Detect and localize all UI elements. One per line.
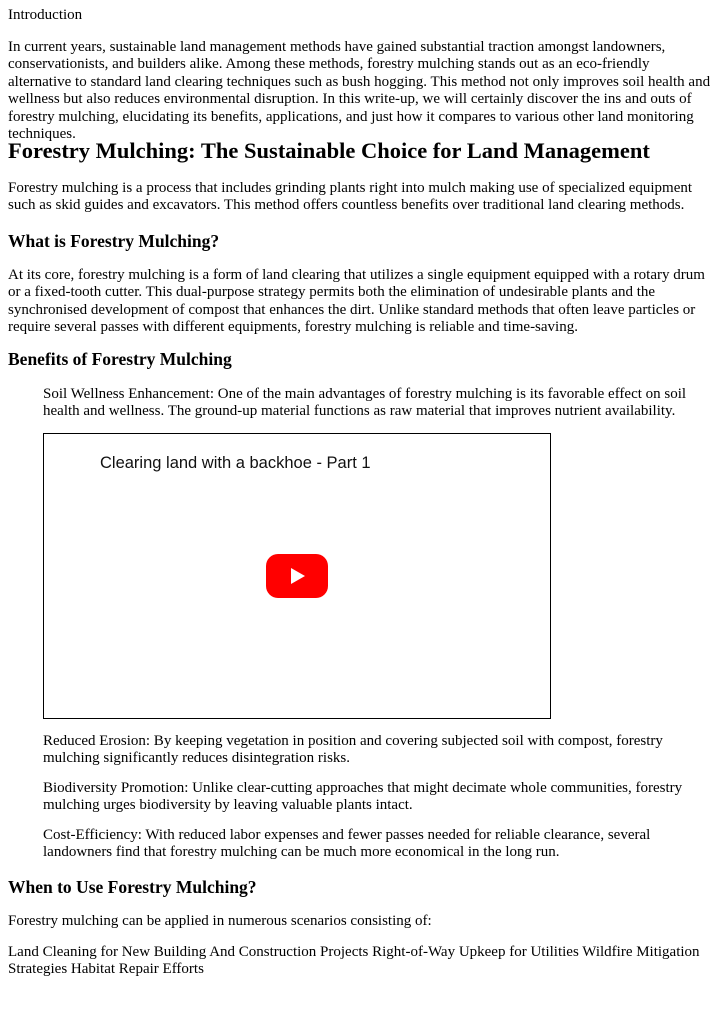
benefit-erosion: Reduced Erosion: By keeping vegetation in position and covering subjected soil with compost, forestry mulching significantly reduces disintegration risks. (43, 733, 663, 767)
intro-label: Introduction (8, 7, 83, 23)
video-title[interactable]: Clearing land with a backhoe - Part 1 (100, 454, 371, 472)
when-list: Land Cleaning for New Building And Construction Projects Right-of-Way Upkeep for Utilities Wildfire Mitigation Strategies Habitat Repair Efforts (8, 944, 700, 978)
benefit-soil: Soil Wellness Enhancement: One of the main advantages of forestry mulching is its favorable effect on soil health and wellness. The ground-up material functions as raw material that improves nutrient availability. (43, 386, 687, 420)
play-icon[interactable] (266, 554, 328, 598)
when-heading: When to Use Forestry Mulching? (8, 877, 257, 897)
benefit-biodiversity: Biodiversity Promotion: Unlike clear-cutting approaches that might decimate whole communities, forestry mulching urges biodiversity by leaving valuable plants intact. (43, 780, 683, 814)
page-title: Forestry Mulching: The Sustainable Choice for Land Management (8, 138, 650, 163)
when-paragraph: Forestry mulching can be applied in numerous scenarios consisting of: (8, 913, 432, 929)
what-paragraph: At its core, forestry mulching is a form of land clearing that utilizes a single equipment equipped with a rotary drum or a fixed-tooth cutter. This dual-purpose strategy permits both the elimination of undesirable plants and the synchronised development of compost that enhances the dirt. Unlike standard methods that often leave particles or require several passes with different equipments, forestry mulching is reliable and time-saving. (8, 267, 705, 336)
video-embed[interactable] (43, 433, 551, 719)
intro-paragraph: In current years, sustainable land management methods have gained substantial traction amongst landowners, conservationists, and builders alike. Among these methods, forestry mulching stands out as an eco-friendly alternative to standard land clearing techniques such as bush hogging. This method not only improves soil health and wellness but also reduces environmental disruption. In this write-up, we will certainly discover the ins and outs of forestry mulching, elucidating its benefits, applications, and just how it compares to various other land monitoring techniques. (8, 39, 711, 143)
main-paragraph: Forestry mulching is a process that includes grinding plants right into mulch making use of specialized equipment such as skid guides and excavators. This method offers countless benefits over traditional land clearing methods. (8, 180, 693, 214)
benefits-heading: Benefits of Forestry Mulching (8, 349, 232, 369)
play-triangle-icon (291, 568, 305, 584)
what-heading: What is Forestry Mulching? (8, 231, 220, 251)
benefit-cost: Cost-Efficiency: With reduced labor expenses and fewer passes needed for reliable clearance, several landowners find that forestry mulching can be much more economical in the long run. (43, 827, 651, 861)
